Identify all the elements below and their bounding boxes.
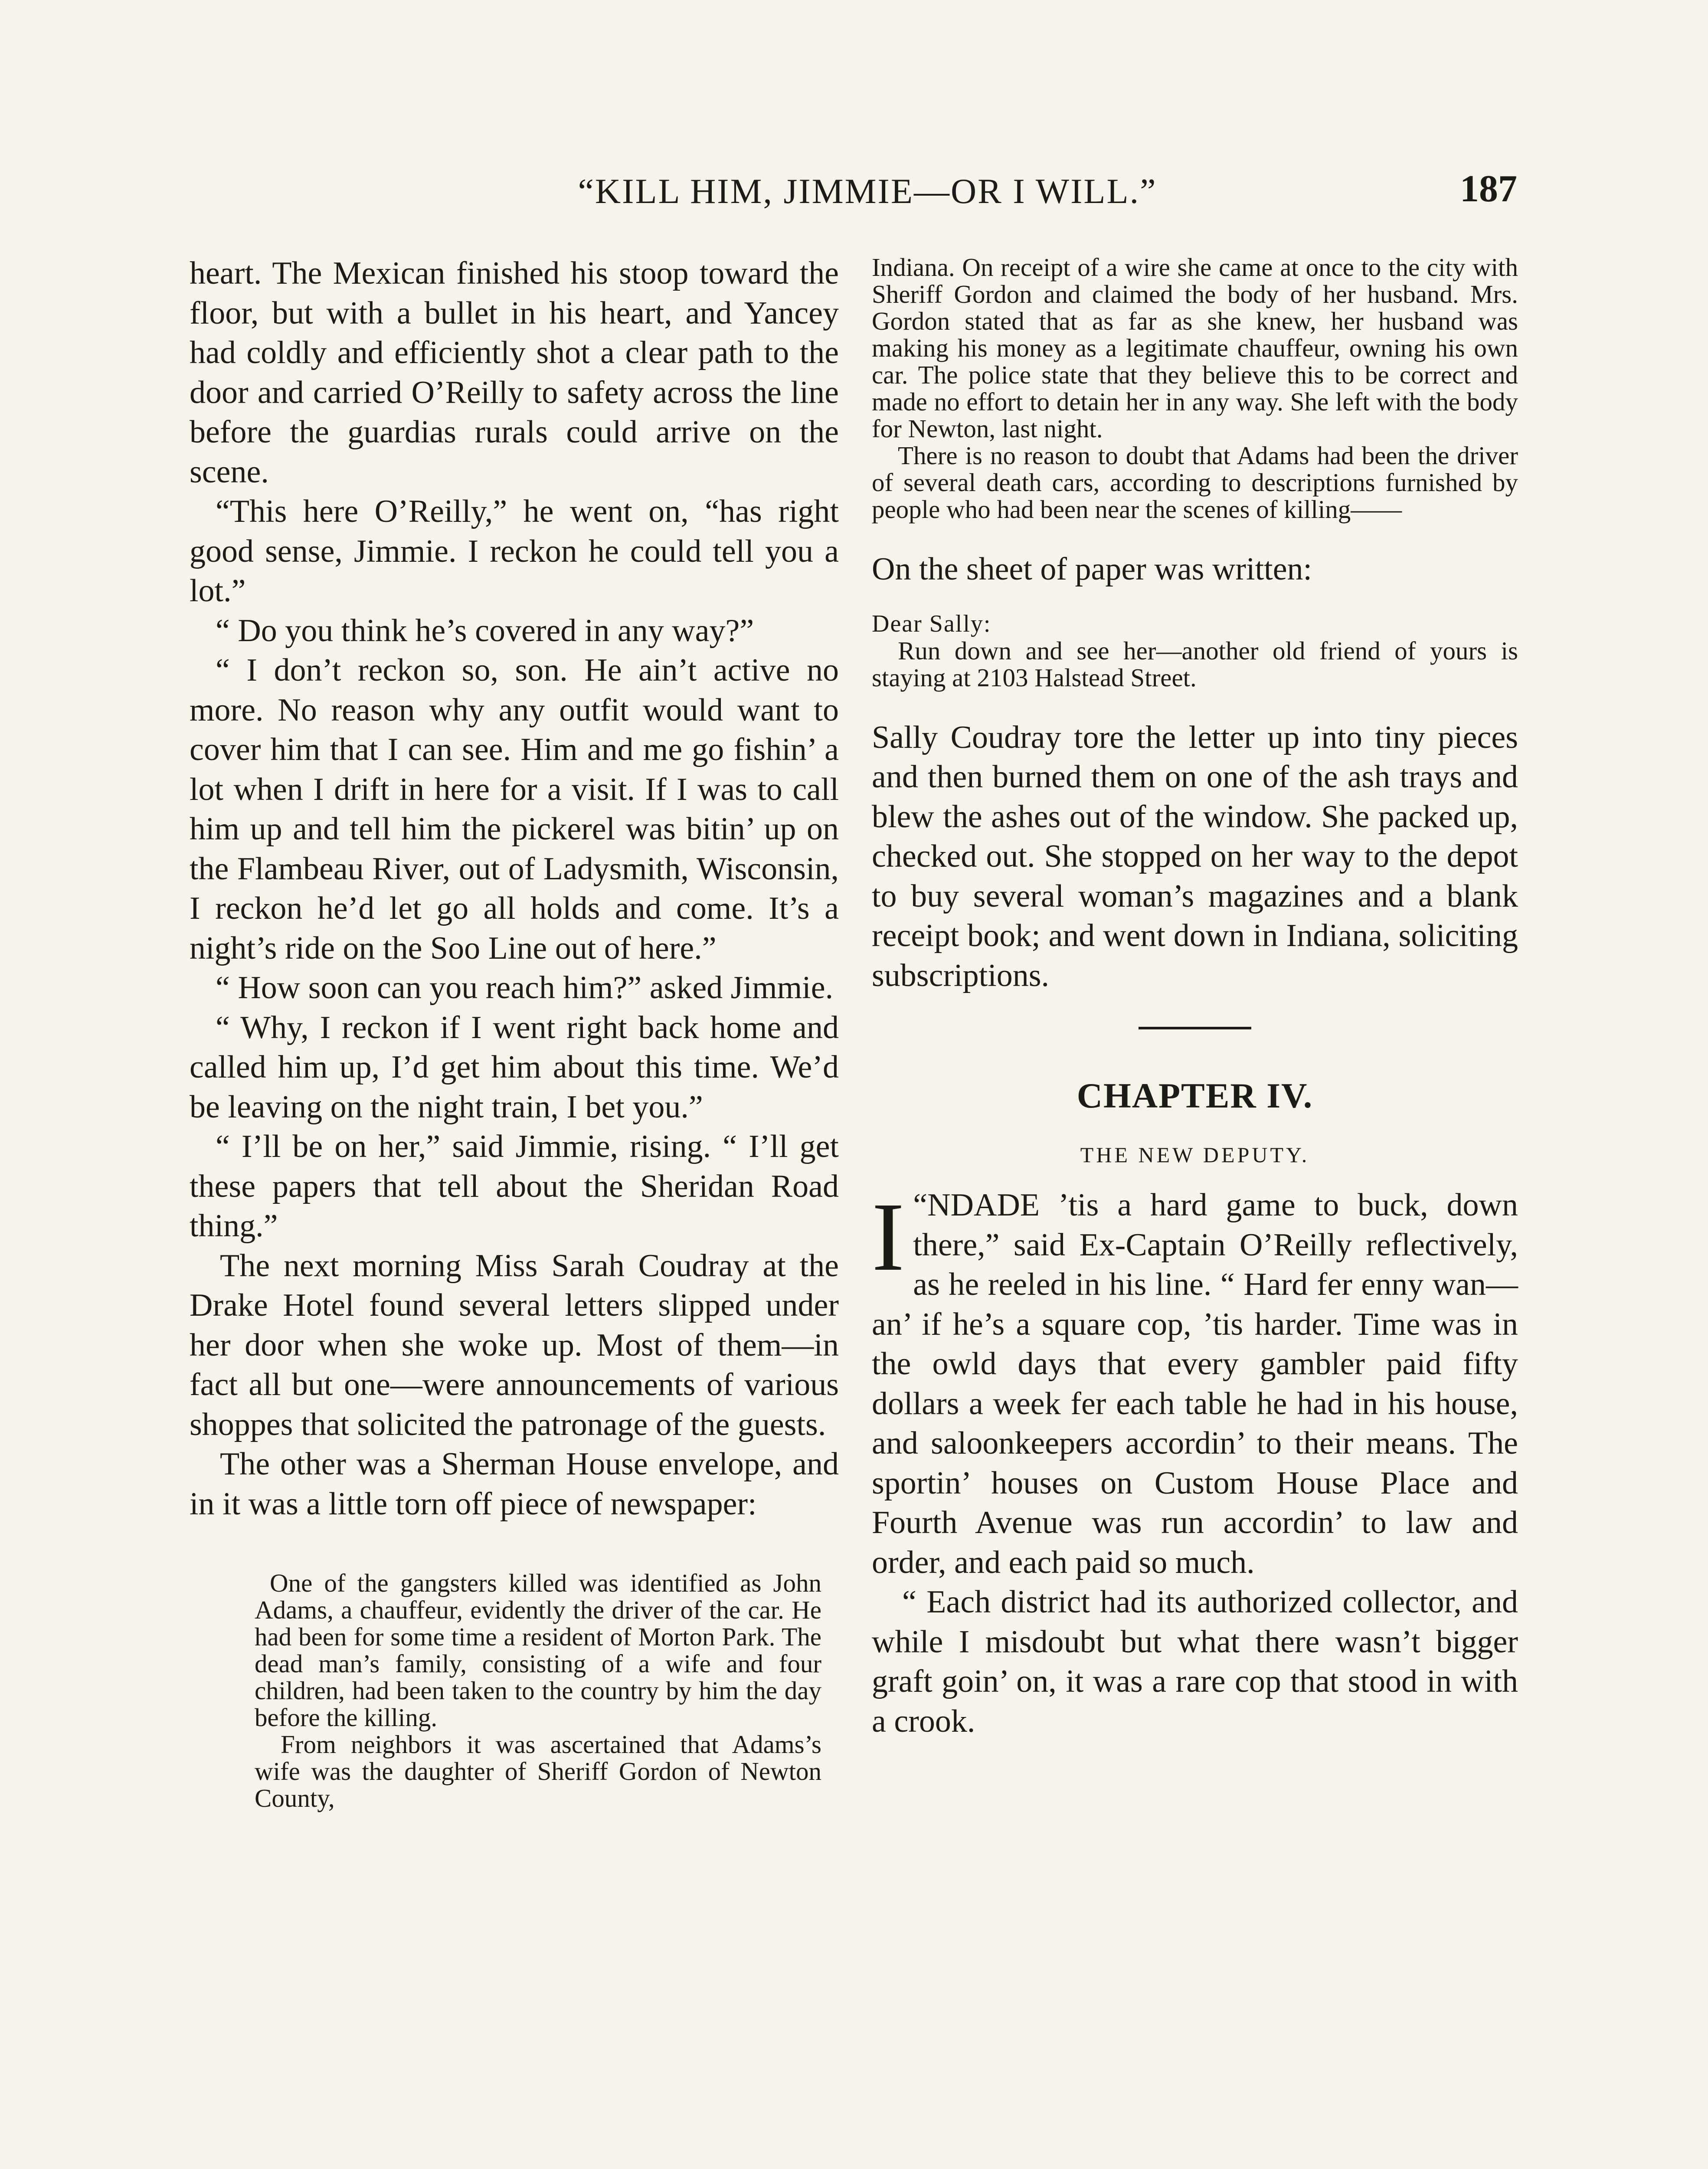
opening-quote: “ bbox=[913, 1187, 928, 1223]
opening-paragraph bbox=[872, 1183, 1518, 1583]
left-column bbox=[190, 254, 839, 1812]
opening-text: NDADE ’tis a hard game to buck, down there,” said Ex-Captain O’Reilly reflectively, as he reeled in his line. “ Hard fer enny wan—an’ if he’s a square cop, ’tis harder. Time was in the owld days that every gambler paid fifty dollars a week fer each table he had in his house, and saloonkeepers accordin’ to their means. The sportin’ houses on Custom House Place and Fourth Avenue was run accordin’ to law and order, and each paid so much. bbox=[872, 1187, 1518, 1580]
paragraph: The other was a Sherman House envelope, and in it was a little torn off piece of newspaper: bbox=[190, 1446, 839, 1522]
paragraph: “ How soon can you reach him?” asked Jimmie. bbox=[216, 970, 834, 1006]
drop-cap: I bbox=[872, 1183, 905, 1291]
clipping-paragraph: From neighbors it was ascertained that Adams’s wife was the daughter of Sheriff Gordon of Newton County, bbox=[255, 1730, 821, 1812]
right-column bbox=[872, 254, 1518, 1741]
letter bbox=[872, 610, 1518, 691]
clipping-paragraph: Indiana. On receipt of a wire she came at once to the city with Sheriff Gordon and claimed the body of her husband. Mrs. Gordon stated that as far as she knew, her husband was making his money as a legitimate chauffeur, owning his own car. The police state that they believe this to be correct and made no effort to detain her in any way. She left with the body for Newton, last night. bbox=[872, 253, 1518, 443]
chapter-title: CHAPTER IV. bbox=[1076, 1076, 1313, 1115]
chapter-subtitle: THE NEW DEPUTY. bbox=[1080, 1143, 1310, 1167]
letter-body: Run down and see her—another old friend of yours is staying at 2103 Halstead Street. bbox=[872, 636, 1518, 692]
paragraph: “This here O’Reilly,” he went on, “has right good sense, Jimmie. I reckon he could tell you a lot.” bbox=[190, 494, 839, 609]
clipping-paragraph: One of the gangsters killed was identified as John Adams, a chauffeur, evidently the driver of the car. He had been for some time a resident of Morton Park. The dead man’s family, consisting of a wife and four children, had been taken to the country by him the day before the killing. bbox=[255, 1569, 821, 1732]
paragraph: “ Do you think he’s covered in any way?” bbox=[216, 613, 754, 649]
paragraph: “ Why, I reckon if I went right back home and called him up, I’d get him about this time. We’d be leaving on the night train, I bet you.” bbox=[190, 1009, 839, 1125]
clipping-paragraph: There is no reason to doubt that Adams had been the driver of several death cars, according to descriptions furnished by people who had been near the scenes of killing—— bbox=[872, 441, 1518, 524]
paragraph: “ Each district had its authorized collector, and while I misdoubt but what there wasn’t bigger graft goin’ on, it was a rare cop that stood in with a crook. bbox=[872, 1584, 1518, 1739]
page-number: 187 bbox=[1460, 168, 1517, 210]
paragraph: “ I don’t reckon so, son. He ain’t active no more. No reason why any outfit would want to cover him that I can see. Him and me go fishin’ a lot when I drift in here for a visit. If I was to call him up and tell him the pickerel was bitin’ up on the Flambeau River, out of Ladysmith, Wisconsin, I reckon he’d let go all holds and come. It’s a night’s ride on the Soo Line out of here.” bbox=[190, 652, 839, 966]
paragraph: heart. The Mexican finished his stoop toward the floor, but with a bullet in his heart, and Yancey had coldly and efficiently shot a clear path to the door and carried O’Reilly to safety across the line before the guardias rurals could arrive on the scene. bbox=[190, 256, 839, 490]
paragraph: On the sheet of paper was written: bbox=[872, 551, 1312, 587]
running-title: “KILL HIM, JIMMIE—OR I WILL.” bbox=[578, 171, 1157, 211]
newspaper-clipping bbox=[190, 1569, 839, 1812]
section-divider bbox=[1139, 1027, 1251, 1029]
paragraph: “ I’ll be on her,” said Jimmie, rising. “ I’ll get these papers that tell about the Sheridan Road thing.” bbox=[190, 1129, 839, 1244]
paragraph: Sally Coudray tore the letter up into tiny pieces and then burned them on one of the ash trays and blew the ashes out of the window. She packed up, checked out. She stopped on her way to the depot to buy several woman’s magazines and a blank receipt book; and went down in Indiana, soliciting subscriptions. bbox=[872, 719, 1518, 993]
paragraph: The next morning Miss Sarah Coudray at the Drake Hotel found several letters slipped under her door when she woke up. Most of them—in fact all but one—were announcements of various shoppes that solicited the patronage of the guests. bbox=[190, 1248, 839, 1442]
newspaper-clipping-continued bbox=[872, 254, 1518, 523]
letter-salutation: Dear Sally: bbox=[872, 610, 991, 637]
